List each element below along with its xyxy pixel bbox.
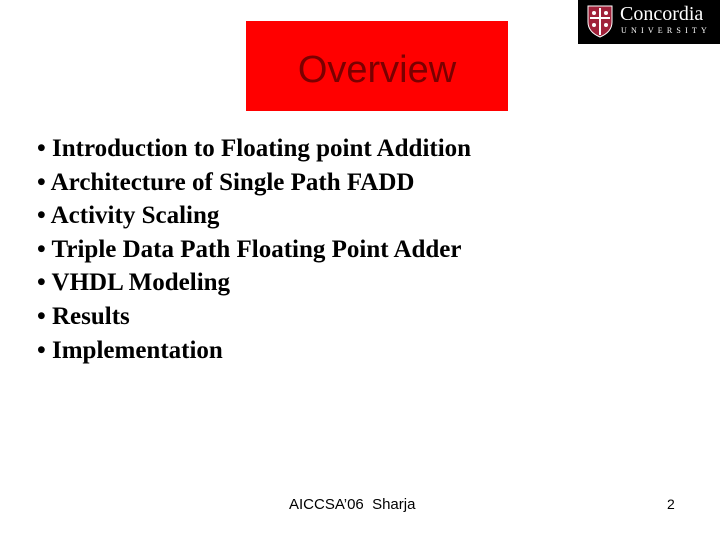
- bullet-item: • Activity Scaling: [37, 202, 220, 230]
- bullet-item: • Introduction to Floating point Addition: [37, 135, 472, 162]
- bullet-list: [37, 132, 477, 367]
- university-crest-icon: [586, 4, 614, 38]
- footer-text: AICCSA’06 Sharja: [289, 496, 416, 513]
- bullet-item: • Architecture of Single Path FADD: [37, 168, 415, 196]
- bullet-item: • Implementation: [37, 336, 223, 364]
- title-box: [246, 21, 508, 111]
- slide-title: Overview: [297, 49, 457, 91]
- logo-name: Concordia: [620, 3, 704, 25]
- logo-subtitle: UNIVERSITY: [621, 26, 711, 35]
- bullet-item: • VHDL Modeling: [37, 269, 231, 297]
- bullet-item: • Triple Data Path Floating Point Adder: [37, 235, 462, 263]
- page-number: 2: [667, 496, 675, 512]
- bullet-item: • Results: [37, 302, 130, 330]
- concordia-logo: [578, 0, 720, 44]
